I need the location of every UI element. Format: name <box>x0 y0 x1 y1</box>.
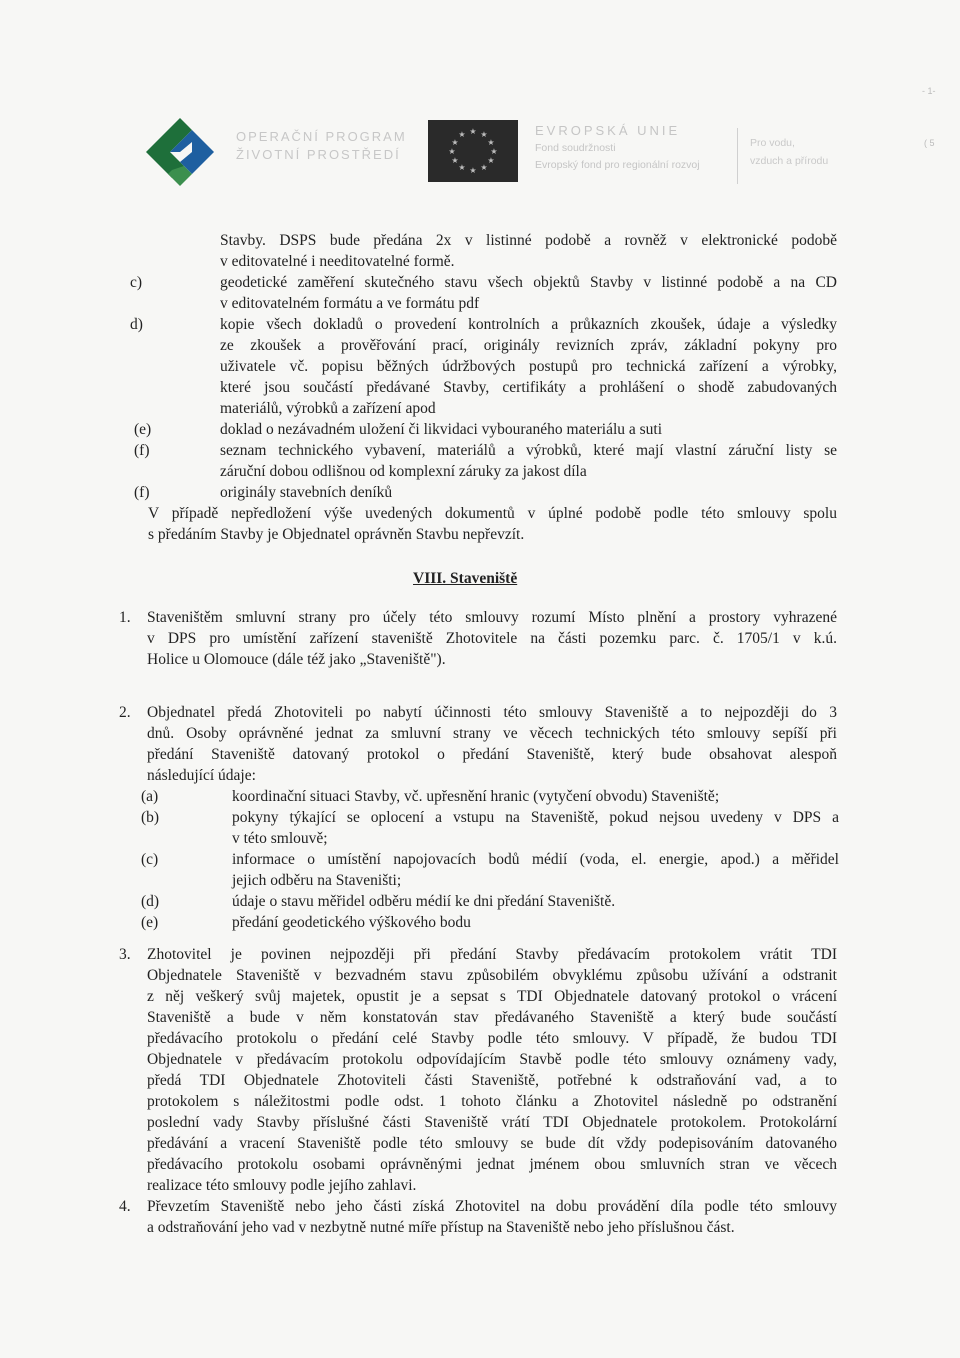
svg-text:★: ★ <box>458 163 466 172</box>
s2-item-d-line1: údaje o stavu měřidel odběru médií ke dni předání Staveniště. <box>232 893 616 910</box>
s3-line9: poslední vady Stavby příslušné části Staveniště vrátí TDI Objednatele protokolem. Protokolární <box>147 1114 837 1131</box>
s3-line4: Staveniště a bude v něm konstatován stav předávaného Staveniště a který bude součástí <box>147 1009 837 1026</box>
s2-item-a-line1: koordinační situaci Stavby, vč. upřesnění hranic (vytyčení obvodu) Staveniště; <box>232 788 720 805</box>
s3-line2: Objednatele Staveniště v bezvadném stavu způsobilém obvyklému způsobu užívání a odstranit <box>147 967 837 984</box>
svg-text:★: ★ <box>480 130 488 139</box>
closing-line1: V případě nepředložení výše uvedených dokumentů v úplné podobě podle této smlouvy spolu <box>148 505 837 522</box>
s1-line1: Staveništěm smluvní strany pro účely této smlouvy rozumí Místo plnění a prostory vyhrazené <box>147 609 837 626</box>
item-d-line2: ze zkoušek a prověřování prací, originály revizních zpráv, základní pokyny pro <box>220 337 837 354</box>
closing-line2: s předáním Stavby je Objednatel oprávněn Stavbu nepřevzít. <box>148 526 525 543</box>
svg-text:★: ★ <box>451 156 459 165</box>
eu-flag-icon <box>428 120 518 182</box>
s2-item-b-line1: pokyny týkající se oplocení a vstupu na Staveniště, pokud nejsou uvedeny v DPS a <box>232 809 839 826</box>
eu-line3: Evropský fond pro regionální rozvoj <box>535 159 700 171</box>
s2-item-b-label: (b) <box>141 809 160 826</box>
s2-item-b-line2: v této smlouvě; <box>232 830 328 847</box>
s2-number: 2. <box>119 704 131 721</box>
s3-line5: předávacího protokolu o předání celé Stavby podle této smlouvy. V případě, že budou TDI <box>147 1030 837 1047</box>
s3-line8: protokolem s náležitostmi podle odst. 1 tohoto článku a Zhotovitel následně po odstranění <box>147 1093 837 1110</box>
svg-text:★: ★ <box>487 138 495 147</box>
item-d-line1: kopie všech dokladů o provedení kontrolních a průkazních zkoušek, údaje a výsledky <box>220 316 837 333</box>
section-heading: VIII. Staveniště <box>413 570 518 587</box>
s1-number: 1. <box>119 609 131 626</box>
s1-line2: v DPS pro umístění zařízení staveniště Zhotovitele na části pozemku parc. č. 1705/1 v k.ú. <box>147 630 837 647</box>
s1-line3: Holice u Olomouce (dále též jako „Staveniště"). <box>147 651 446 668</box>
svg-text:★: ★ <box>469 127 477 136</box>
s2-item-c-line2: jejich odběru na Staveništi; <box>232 872 402 889</box>
s2-item-c-line1: informace o umístění napojovacích bodů médií (voda, el. energie, apod.) a měřidel <box>232 851 839 868</box>
item-e-line1: doklad o nezávadném uložení či likvidaci vybouraného materiálu a suti <box>220 421 663 438</box>
op-logo-text <box>236 128 407 164</box>
s4-number: 4. <box>119 1198 131 1215</box>
item-f1-line1: seznam technického vybavení, materiálů a výrobků, které mají vlastní záruční listy se <box>220 442 837 459</box>
svg-text:★: ★ <box>487 156 495 165</box>
s2-item-e-label: (e) <box>141 914 159 931</box>
item-d-label: d) <box>130 316 143 333</box>
item-e-label: (e) <box>134 421 152 438</box>
svg-text:★: ★ <box>451 138 459 147</box>
item-f1-label: (f) <box>134 442 150 459</box>
s2-item-e-line1: předání geodetického výškového bodu <box>232 914 471 931</box>
svg-text:★: ★ <box>448 147 456 156</box>
letterhead <box>0 86 960 198</box>
s4-line1: Převzetím Staveniště nebo jeho části získá Zhotovitel na dobu provádění díla podle této smlouvy <box>147 1198 837 1215</box>
p0-line1: Stavby. DSPS bude předána 2x v listinné podobě a rovněž v elektronické podobě <box>220 232 837 249</box>
eu-logo-text <box>535 122 700 174</box>
item-c-label: c) <box>130 274 143 291</box>
item-c-line2: v editovatelném formátu a ve formátu pdf <box>220 295 480 312</box>
s2-line4: následující údaje: <box>147 767 256 784</box>
margin-mark-1: - 1- <box>922 86 936 96</box>
slogan-text <box>750 134 828 170</box>
eu-line1: EVROPSKÁ UNIE <box>535 123 681 138</box>
s3-number: 3. <box>119 946 131 963</box>
svg-text:★: ★ <box>469 166 477 175</box>
item-d-line4: které jsou součástí předávané Stavby, certifikáty a prohlášení o shodě zabudovaných <box>220 379 837 396</box>
s3-line10: předávání a vracení Staveniště podle této smlouvy se bude dít vždy podepisováním datovaného <box>147 1135 837 1152</box>
s3-line1: Zhotovitel je povinen nejpozději při předání Stavby předávacím protokolem vrátit TDI <box>147 946 837 963</box>
op-line2: ŽIVOTNÍ PROSTŘEDÍ <box>236 147 401 162</box>
s3-line12: realizace této smlouvy podle jejího zahlavi. <box>147 1177 417 1194</box>
p0-line2: v editovatelné i needitovatelné formě. <box>220 253 455 270</box>
s2-item-a-label: (a) <box>141 788 159 805</box>
header-divider <box>737 128 738 184</box>
item-f2-label: (f) <box>134 484 150 501</box>
slogan-line1: Pro vodu, <box>750 137 795 149</box>
op-line1: OPERAČNÍ PROGRAM <box>236 129 407 144</box>
s3-line6: Objednatele v předávacím protokolu odpovídajícím Stavbě podle této smlouvy oznámeny vady, <box>147 1051 837 1068</box>
s2-line1: Objednatel předá Zhotoviteli po nabytí účinnosti této smlouvy Staveniště a to nejpozději do 3 <box>147 704 837 721</box>
item-c-line1: geodetické zaměření skutečného stavu všech objektů Stavby v listinné podobě a na CD <box>220 274 837 291</box>
item-d-line5: materiálů, výrobků a zařízení apod <box>220 400 436 417</box>
eu-line2: Fond soudržnosti <box>535 142 616 154</box>
item-f2-line1: originály stavebních deníků <box>220 484 393 501</box>
s3-line11: předávacího protokolu osobami oprávněnými jednat jménem obou smluvních stran ve věcech <box>147 1156 837 1173</box>
s3-line7: předá TDI Objednatele Zhotoviteli části Staveniště, potřebné k odstraňování vad, a to <box>147 1072 837 1089</box>
s4-line2: a odstraňování jeho vad v nezbytně nutné míře přístup na Staveniště nebo jeho příslušnou část. <box>147 1219 735 1236</box>
s2-line2: dnů. Osoby oprávněné jednat za smluvní strany ve věcech technických této smlouvy sepíší při <box>147 725 837 742</box>
s2-line3: předání Staveniště datovaný protokol o předání Staveniště, který bude obsahovat alespoň <box>147 746 837 763</box>
svg-text:★: ★ <box>480 163 488 172</box>
s3-line3: z něj veškerý svůj majetek, opustit je a sepsat s TDI Objednatele datovaný protokol o vrácení <box>147 988 837 1005</box>
svg-text:★: ★ <box>458 130 466 139</box>
margin-mark-2: ( 5 <box>924 138 935 148</box>
op-zp-logo-icon <box>140 112 220 192</box>
s2-item-c-label: (c) <box>141 851 159 868</box>
svg-text:★: ★ <box>490 147 498 156</box>
item-f1-line2: záruční dobou odlišnou od komplexní záruky za jakost díla <box>220 463 587 480</box>
s2-item-d-label: (d) <box>141 893 160 910</box>
item-d-line3: uživatele vč. popisu běžných údržbových postupů pro technická zařízení a výrobky, <box>220 358 837 375</box>
slogan-line2: vzduch a přírodu <box>750 155 829 167</box>
